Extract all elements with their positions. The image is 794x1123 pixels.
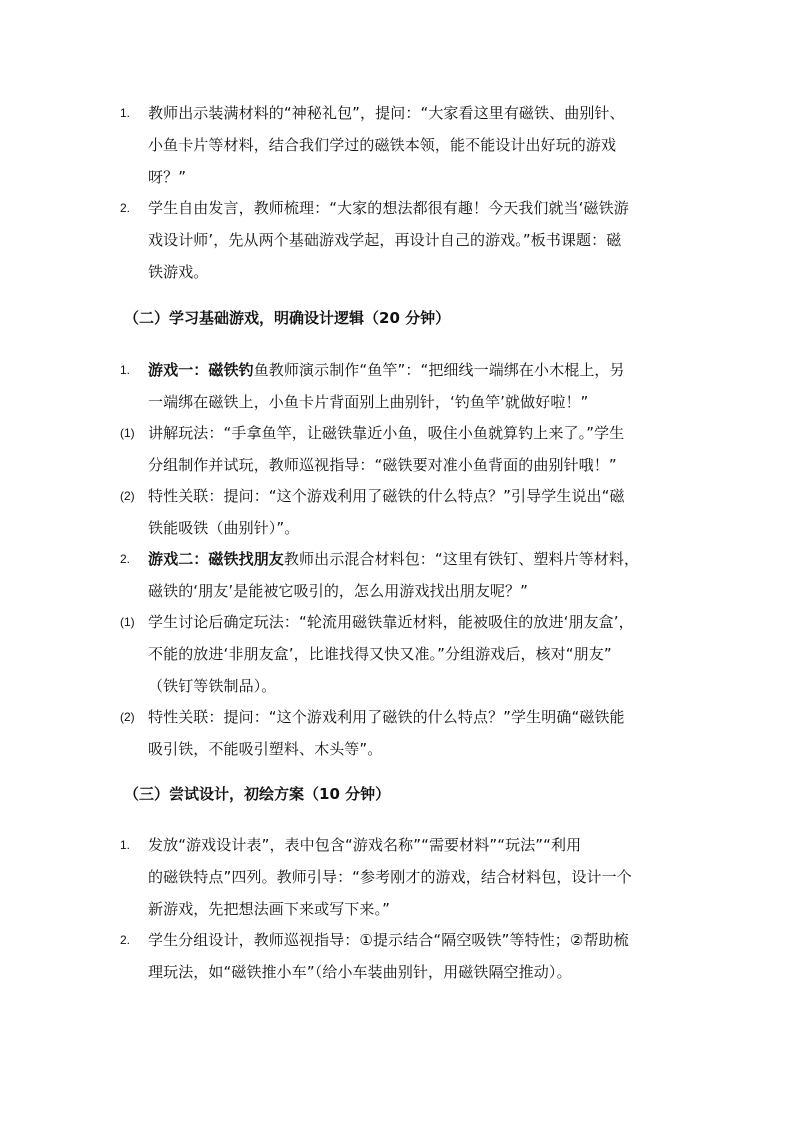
paragraph-line: 学生分组设计，教师巡视指导：①提示结合“隔空吸铁”等特性；②帮助梳 (148, 931, 629, 949)
list-marker: (1) (120, 426, 135, 440)
paragraph-line: 特性关联：提问：“这个游戏利用了磁铁的什么特点？”引导学生说出“磁 (148, 487, 625, 505)
paragraph-line: 铁游戏。 (148, 263, 209, 281)
list-marker: (2) (120, 489, 135, 503)
list-marker: 1. (120, 363, 131, 377)
game-description: 鱼教师演示制作“鱼竿”：“把细线一端绑在小木棍上，另 (253, 361, 625, 379)
paragraph-line: 理玩法，如“磁铁推小车”（给小车装曲别针，用磁铁隔空推动）。 (148, 963, 572, 981)
paragraph-line: 吸引铁，不能吸引塑料、木头等”。 (148, 740, 383, 758)
paragraph-line: 铁能吸铁（曲别针）”。 (148, 519, 300, 537)
list-marker: 1. (120, 106, 131, 120)
paragraph-line: 分组制作并试玩，教师巡视指导：“磁铁要对准小鱼背面的曲别针哦！” (148, 456, 617, 474)
paragraph-line: 学生自由发言，教师梳理：“大家的想法都很有趣！今天我们就当‘磁铁游 (148, 199, 629, 217)
paragraph-line: 磁铁的‘朋友’是能被它吸引的，怎么用游戏找出朋友呢？” (148, 582, 529, 600)
paragraph-line: 一端绑在磁铁上，小鱼卡片背面别上曲别针，‘钓鱼竿’就做好啦！” (148, 393, 589, 411)
game-title: 游戏二：磁铁找朋友 (148, 550, 284, 568)
list-marker: 1. (120, 838, 131, 852)
list-marker: 2. (120, 201, 131, 215)
list-marker: (1) (120, 615, 135, 629)
list-marker: (2) (120, 710, 135, 724)
paragraph-line: 特性关联：提问：“这个游戏利用了磁铁的什么特点？”学生明确“磁铁能 (148, 708, 625, 726)
paragraph-line: 不能的放进‘非朋友盒’，比谁找得又快又准。”分组游戏后，核对“朋友” (148, 645, 612, 663)
game-title: 游戏一：磁铁钓 (148, 361, 254, 379)
paragraph-line: 呀？” (148, 168, 187, 186)
paragraph-line: （铁钉等铁制品）。 (148, 677, 277, 695)
game-description: 教师出示混合材料包：“这里有铁钉、塑料片等材料， (283, 550, 640, 568)
paragraph-line: 新游戏，先把想法画下来或写下来。” (148, 900, 390, 918)
paragraph-line: 讲解玩法：“手拿鱼竿，让磁铁靠近小鱼，吸住小鱼就算钓上来了。”学生 (148, 424, 625, 442)
paragraph-line: 学生讨论后确定玩法：“轮流用磁铁靠近材料，能被吸住的放进‘朋友盒’， (148, 613, 634, 631)
section-heading: （二）学习基础游戏，明确设计逻辑（20 分钟） (124, 309, 451, 327)
paragraph-line: 教师出示装满材料的“神秘礼包”，提问：“大家看这里有磁铁、曲别针、 (148, 104, 625, 122)
section-heading: （三）尝试设计，初绘方案（10 分钟） (124, 785, 391, 803)
paragraph-line (148, 548, 639, 569)
paragraph-line: 戏设计师’，先从两个基础游戏学起，再设计自己的游戏。”板书课题：磁 (148, 231, 622, 249)
list-marker: 2. (120, 552, 131, 566)
paragraph-line (148, 359, 625, 380)
list-marker: 2. (120, 933, 131, 947)
paragraph-line: 发放“游戏设计表”，表中包含“游戏名称”“需要材料”“玩法”“利用 (148, 836, 582, 854)
paragraph-line: 的磁铁特点”四列。教师引导：“参考刚才的游戏，结合材料包，设计一个 (148, 868, 632, 886)
paragraph-line: 小鱼卡片等材料，结合我们学过的磁铁本领，能不能设计出好玩的游戏 (148, 136, 617, 154)
